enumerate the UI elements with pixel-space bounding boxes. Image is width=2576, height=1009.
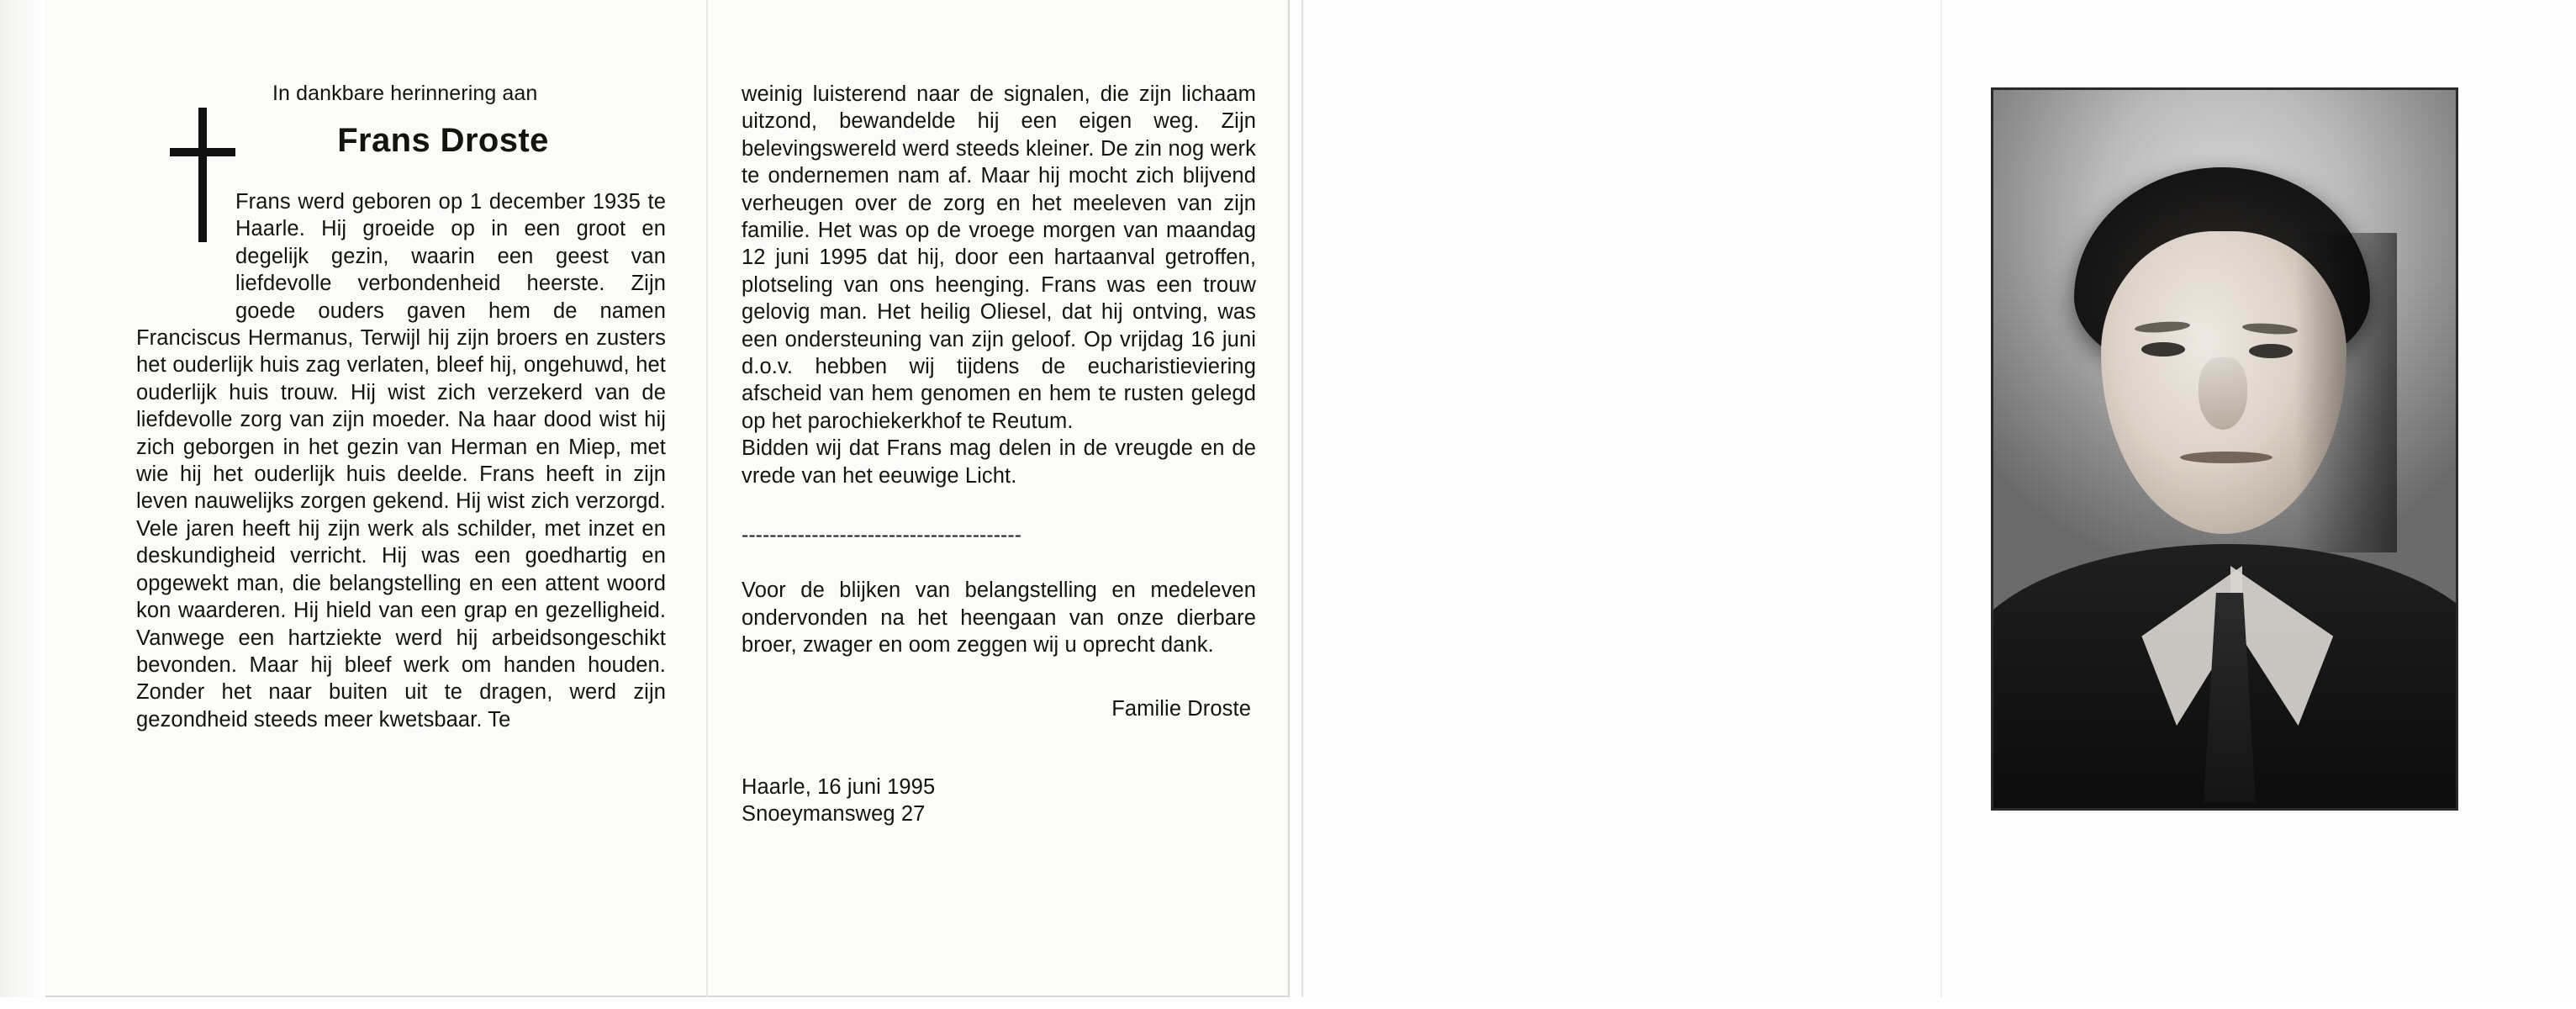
signature-family: Familie Droste (1111, 697, 1251, 721)
right-column (742, 81, 1256, 828)
card-inner-fold (1940, 0, 1942, 997)
prayer-text: Bidden wij dat Frans mag delen in de vreugde en de vrede van het eeuwige Licht. (742, 436, 1256, 488)
biography-text (136, 188, 666, 733)
dedication-line: In dankbare herinnering aan (272, 82, 538, 105)
scan-margin-left (0, 0, 45, 1009)
deceased-name: Frans Droste (337, 122, 549, 159)
card-left-edge (1301, 0, 1303, 997)
card-fold-line (706, 0, 708, 997)
portrait-photo (1991, 87, 2458, 811)
card-photo-side (1301, 0, 2537, 997)
continuation-text: weinig luisterend naar de signalen, die zijn lichaam uitzond, bewandelde hij een eigen weg. Zijn belevingswereld werd steeds kleiner. De zin nog werk te ondernemen nam af. Maar hij mocht zich blijvend verheugen over de zorg en het meeleven van zijn familie. Het was op de vroege morgen van maandag 12 juni 1995 dat hij, door een hartaanval getroffen, plotseling van ons heenging. Frans was een trouw gelovig man. Het heilig Oliesel, dat hij ontving, was een ondersteuning van zijn geloof. Op vrijdag 16 juni d.o.v. hebben wij tijdens de eucharistieviering afscheid van hem genomen en hem te rusten gelegd op het parochiekerkhof te Reutum. (742, 82, 1256, 433)
scan-margin-bottom (0, 997, 2576, 1009)
section-divider: ---------------------------------------- (742, 526, 1022, 544)
photo-halftone-grain (1993, 90, 2456, 808)
left-column (136, 81, 666, 733)
biography-body: Frans werd geboren op 1 december 1935 te Haarle. Hij groeide op in een groot en degelijk gezin, waarin een geest van liefdevolle verbondenheid heerste. Zijn goede ouders gaven hem de namen Franciscus Hermanus, Terwijl hij zijn broers en zusters het ouderlijk huis zag verlaten, bleef hij, ongehuwd, het ouderlijk huis trouw. Hij wist zich verzekerd van de liefdevolle zorg van zijn moeder. Na haar dood wist hij zich geborgen in het gezin van Herman en Miep, met wie hij het ouderlijk huis deelde. Frans heeft in zijn leven nauwelijks zorgen gekend. Hij wist zich verzorgd. Vele jaren heeft hij zijn werk als schilder, met inzet en deskundigheid verricht. Hij was een goedhartig en opgewekt man, die belangstelling en een attent woord kon waarderen. Hij hield van een grap en gezelligheid. Vanwege een hartziekte werd hij arbeidsongeschikt bevonden. Maar hij bleef werk om handen houden. Zonder het naar buiten uit te dragen, werd zijn gezondheid steeds meer kwetsbaar. Te (136, 190, 666, 732)
cross-text-spacer (136, 188, 235, 314)
address-line: Snoeymansweg 27 (742, 802, 926, 827)
place-date-line: Haarle, 16 juni 1995 (742, 774, 936, 799)
thanks-text: Voor de blijken van belangstelling en medeleven ondervonden na het heengaan van onze dierbare broer, zwager en oom zeggen wij u oprecht dank. (742, 578, 1256, 657)
card-text-side (45, 0, 1290, 997)
